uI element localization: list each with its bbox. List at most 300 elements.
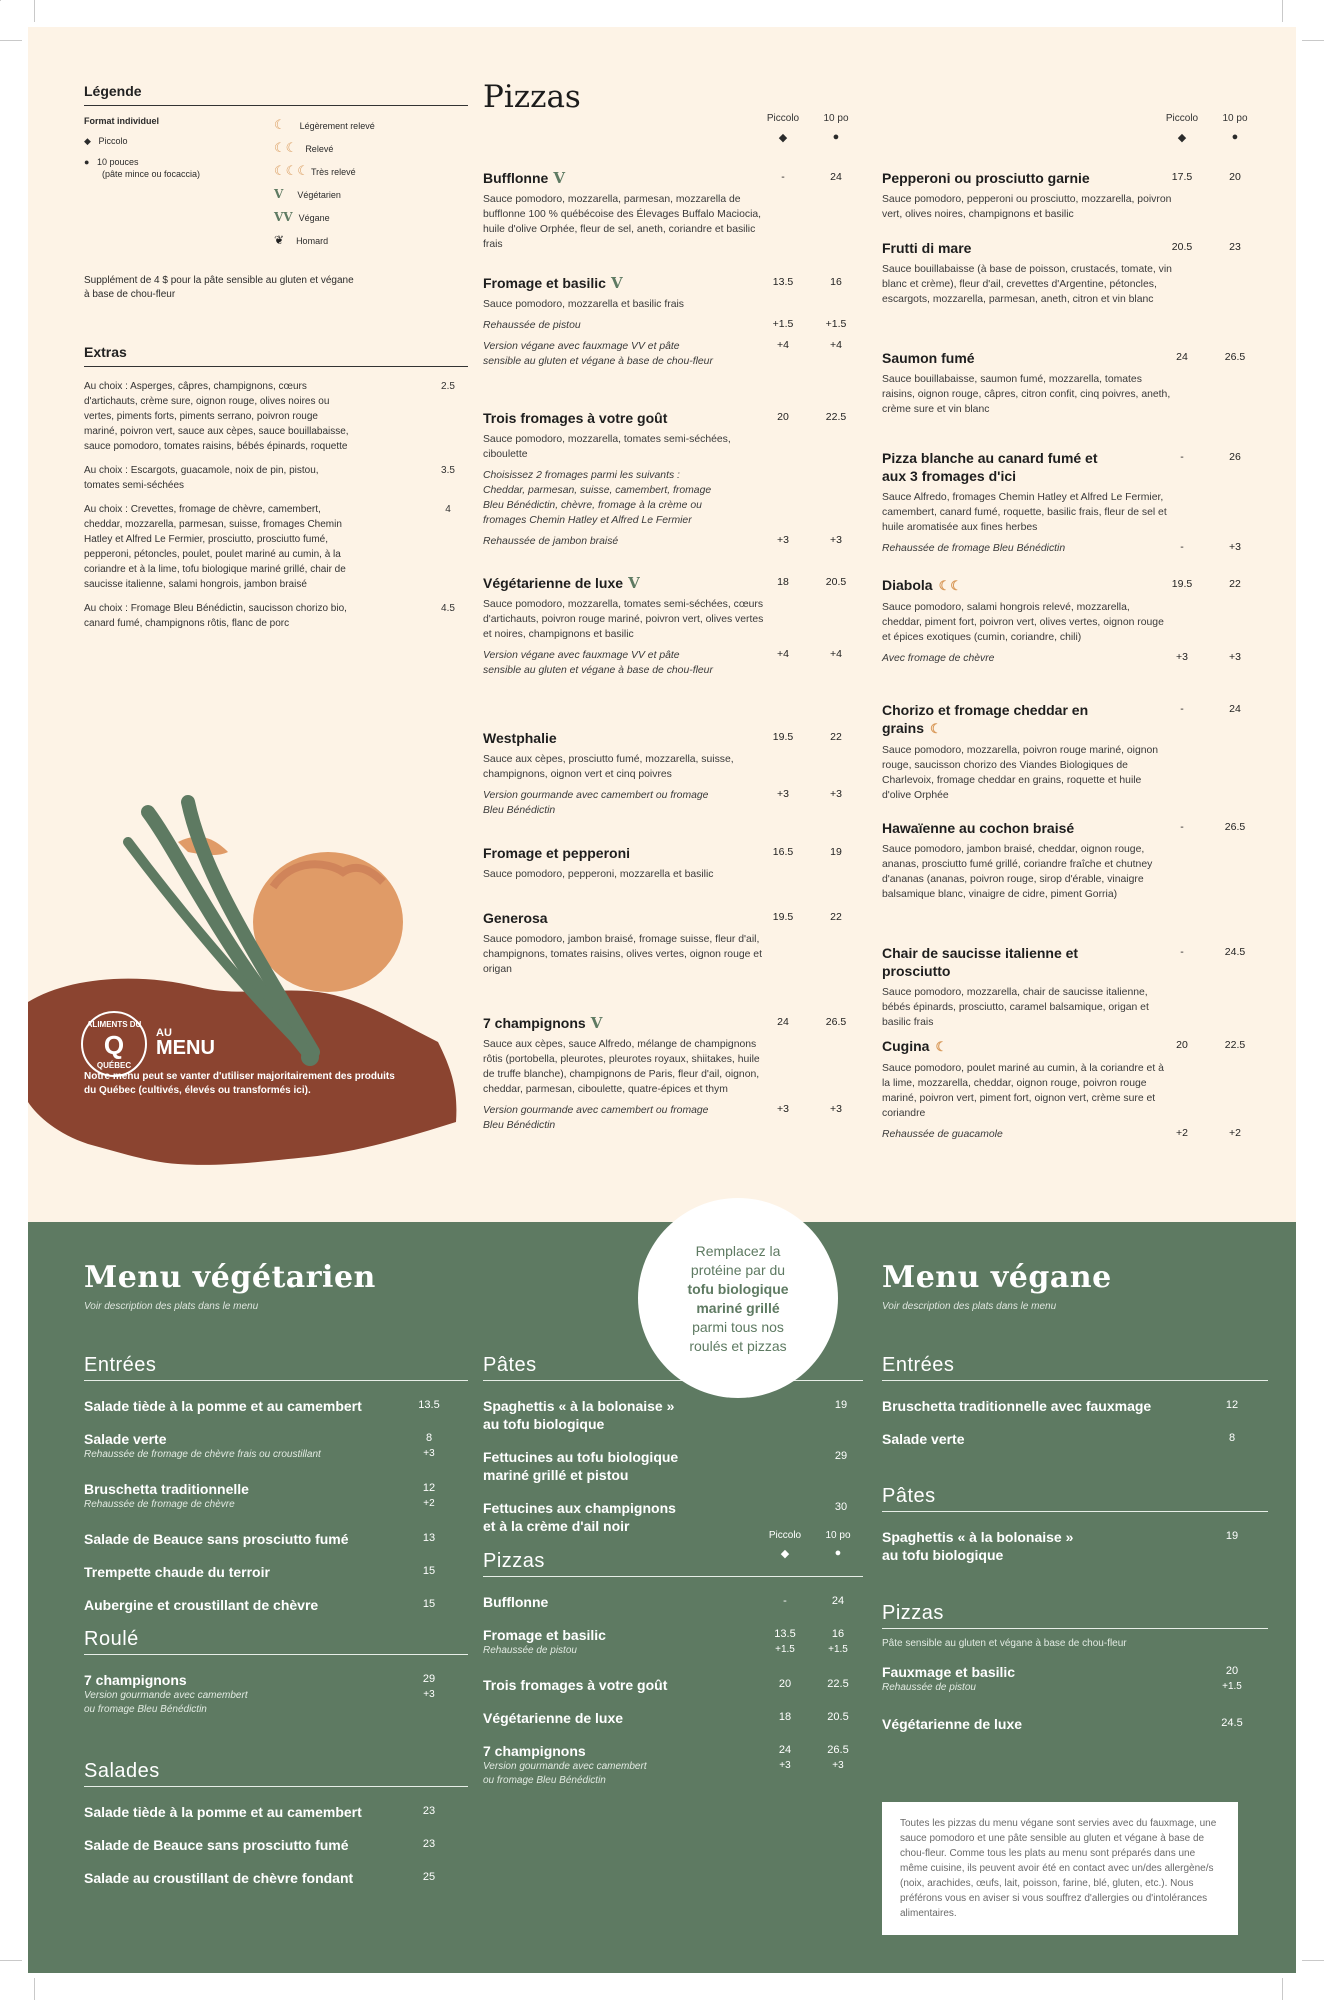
menu-item	[882, 1663, 1268, 1695]
item-price-piccolo: -	[783, 1595, 787, 1607]
extras-item	[84, 502, 468, 592]
option-price-piccolo: +1.5	[772, 318, 794, 330]
pizza-option	[483, 1103, 863, 1133]
option-price-10po: +3	[1229, 541, 1241, 553]
pizzas-title: Pizzas	[483, 79, 581, 115]
pizza-item	[882, 449, 1262, 556]
extras-price: 2.5	[441, 381, 455, 392]
vegetarian-icon: V	[610, 274, 623, 292]
pizza-name	[882, 169, 1122, 187]
option-price-10po: +4	[830, 648, 842, 660]
vegetarian-icon: V	[628, 574, 640, 592]
menu-item	[882, 1397, 1268, 1415]
extras-price: 4.5	[441, 603, 455, 614]
pizza-name	[483, 169, 723, 187]
item-note-price-piccolo: +3	[779, 1760, 791, 1771]
size-10po-header: 10 po	[823, 113, 849, 124]
item-note-line2: ou fromage Bleu Bénédictin	[84, 1704, 207, 1715]
pizza-item	[882, 701, 1262, 803]
pizza-name-text: Pepperoni ou prosciutto garnie	[882, 170, 1090, 186]
extras-list	[84, 379, 468, 631]
pizza-item	[483, 1014, 863, 1133]
price-piccolo: 20.5	[1171, 241, 1193, 253]
pizza-description: Sauce pomodoro, pepperoni ou prosciutto, mozzarella, poivron vert, olives noires, champignons et basilic	[882, 194, 1172, 220]
item-price: 12	[422, 1482, 436, 1494]
item-name-line2: mariné grillé et pistou	[483, 1467, 629, 1483]
pizza-name-text: Trois fromages à votre goût	[483, 410, 668, 426]
diamond-icon: ◆	[780, 1548, 790, 1560]
menu-item	[882, 1528, 1268, 1564]
pizza-name-text: Chorizo et fromage cheddar en grains	[882, 702, 1089, 736]
pizza-item	[882, 944, 1262, 1030]
option-price-10po: +4	[830, 339, 842, 351]
item-name: Bruschetta traditionnelle avec fauxmage	[882, 1398, 1152, 1414]
extras-item	[84, 601, 468, 631]
item-note: Rehaussée de pistou	[483, 1645, 577, 1656]
badge-au: AU	[156, 1027, 172, 1039]
pizza-name	[882, 701, 1122, 738]
pizza-description: Sauce pomodoro, mozzarella, tomates semi-séchées, cœurs d'artichauts, poivron rouge mariné, poivron vert, olives vertes et noires, champignons et basilic	[483, 599, 764, 640]
menu-item	[84, 1397, 468, 1415]
item-price: 15	[422, 1598, 436, 1610]
top-section	[28, 27, 1296, 1222]
item-note: Version gourmande avec camembert	[483, 1761, 647, 1772]
menu-item	[882, 1430, 1268, 1448]
pizza-name	[483, 409, 723, 427]
menu-item	[483, 1676, 863, 1694]
diamond-icon: ◆	[778, 132, 788, 144]
item-price: 19	[1225, 1530, 1239, 1542]
item-note-price: +3	[423, 1448, 435, 1459]
veg-salades-title: Salades	[84, 1760, 160, 1782]
item-name-line2: au tofu biologique	[882, 1547, 1004, 1563]
price-10po: 26	[1229, 451, 1241, 463]
vegan-subtitle: Voir description des plats dans le menu	[882, 1301, 1057, 1312]
pizza-option-text: Choisissez 2 fromages parmi les suivants : Cheddar, parmesan, suisse, camembert, fromage Bleu Bénédictin, chèvre, fromage à la crème ou fromages Chemin Hatley et Alfred Le Fermier	[483, 470, 712, 526]
veg-pates	[483, 1354, 863, 1551]
size-10po-header: 10 po	[1222, 113, 1248, 124]
pizza-description: Sauce aux cèpes, prosciutto fumé, mozzarella, suisse, champignons, oignon vert et cinq poivres	[483, 754, 734, 780]
pizza-option	[483, 339, 863, 369]
svg-text:QUÉBEC: QUÉBEC	[96, 1061, 132, 1070]
menu-item	[84, 1563, 468, 1581]
veg-pates-title: Pâtes	[483, 1354, 537, 1376]
pizza-name	[882, 819, 1122, 837]
price-piccolo: 16.5	[772, 846, 794, 858]
pizza-item	[483, 574, 863, 678]
pizza-option	[882, 651, 1262, 666]
menu-item	[84, 1836, 468, 1854]
mild-heat-icon: ☾	[930, 721, 942, 736]
pizza-name	[882, 239, 1122, 257]
pizza-description: Sauce bouillabaisse (à base de poisson, crustacés, tomate, vin blanc et crème), fleur d'ail, crevettes d'Argentine, pétoncles, escargots, mozzarella, parmesan, aneth, citron et vin blanc	[882, 264, 1172, 305]
option-price-piccolo: +4	[777, 339, 789, 351]
extras-text: Au choix : Asperges, câpres, champignons, cœurs d'artichauts, crème sure, oignon rouge, olives noires ou vertes, piments forts, piments serrano, poivron rouge mariné, poivron vert, sauce aux cèpes, sauce bouillabaisse, sauce pomodoro, tomates raisins, bébés épinards, roquette	[84, 381, 349, 452]
item-name: Salade verte	[882, 1431, 965, 1447]
vegan-pizzas-title: Pizzas	[882, 1602, 944, 1624]
pizza-item	[483, 409, 863, 549]
vegetarian-icon: V	[590, 1014, 603, 1032]
item-name: 7 champignons	[483, 1743, 586, 1759]
price-10po: 22.5	[825, 411, 847, 423]
price-piccolo: -	[1180, 821, 1184, 833]
menu-item	[84, 1430, 468, 1462]
legend	[84, 83, 468, 302]
item-price: 15	[422, 1565, 436, 1577]
price-10po: 22	[830, 731, 842, 743]
mild-heat-icon: ☾	[274, 117, 286, 132]
item-price-10po: 26.5	[827, 1744, 849, 1756]
option-price-piccolo: -	[1180, 541, 1184, 553]
pizza-item	[882, 239, 1262, 307]
price-10po: 20.5	[825, 576, 847, 588]
pizza-name	[882, 1037, 1122, 1056]
pizza-item	[483, 844, 863, 882]
dot-icon: ●	[834, 1547, 842, 1559]
menu-item	[84, 1596, 468, 1614]
pizza-name-text: Diabola	[882, 577, 933, 593]
pizza-description: Sauce pomodoro, mozzarella, tomates semi-séchées, ciboulette	[483, 434, 731, 460]
pizza-description: Sauce pomodoro, salami hongrois relevé, mozzarella, cheddar, piment fort, poivron vert, olives vertes, oignon rouge et épices exotiques (cumin, coriandre, chili)	[882, 602, 1164, 643]
pizza-description: Sauce pomodoro, poulet mariné au cumin, à la coriandre et à la lime, mozzarella, cheddar, oignon rouge, poivron rouge mariné, poivron vert, piment fort, oignon vert, crème sure et coriandre	[882, 1063, 1164, 1119]
legend-title: Légende	[84, 83, 468, 106]
extras-price: 3.5	[441, 465, 455, 476]
pizza-name	[483, 1014, 723, 1032]
extras-title: Extras	[84, 344, 468, 367]
item-price: 8	[1228, 1432, 1236, 1444]
pizza-item	[882, 1037, 1262, 1142]
pizza-name	[882, 449, 1122, 485]
allergen-info-box: Toutes les pizzas du menu végane sont servies avec du fauxmage, une sauce pomodoro et une pâte sensible au gluten et végane à base de chou-fleur. Comme tous les plats au menu sont préparés dans une même cuisine, ils peuvent avoir été en contact avec un/des allergène/s (noix, arachides, œufs, lait, poisson, farine, blé, gluten, etc.). Nous préférons vous en aviser si vous souffrez d'allergies ou d'intolérances alimentaires.	[882, 1802, 1238, 1935]
option-price-10po: +3	[830, 788, 842, 800]
item-name: Bruschetta traditionnelle	[84, 1481, 249, 1497]
menu-item	[483, 1448, 863, 1484]
item-price: 30	[834, 1501, 848, 1513]
item-price: 13.5	[418, 1399, 440, 1411]
option-price-piccolo: +3	[777, 534, 789, 546]
extras-price: 4	[445, 504, 451, 515]
pizza-item	[483, 909, 863, 977]
pizzas-column-1	[483, 79, 863, 1179]
menu-item	[84, 1480, 468, 1512]
badge-note: Notre menu peut se vanter d'utiliser majoritairement des produits du Québec (cultivés, élevés ou transformés ici).	[84, 1071, 395, 1096]
menu-item	[882, 1715, 1268, 1733]
option-price-piccolo: +3	[777, 788, 789, 800]
tofu-bubble: Remplacez la protéine par du tofu biologique mariné grillé parmi tous nos roulés et pizzas	[638, 1198, 838, 1398]
item-name: Trempette chaude du terroir	[84, 1564, 270, 1580]
item-note-price: +1.5	[1222, 1681, 1242, 1692]
pizza-option-text: Rehaussée de guacamole	[882, 1129, 1003, 1140]
vegan-pates-title: Pâtes	[882, 1485, 936, 1507]
option-price-piccolo: +2	[1176, 1127, 1188, 1139]
price-piccolo: -	[1180, 451, 1184, 463]
price-piccolo: -	[781, 171, 785, 183]
item-name: Salade tiède à la pomme et au camembert	[84, 1804, 362, 1820]
item-name: Fauxmage et basilic	[882, 1664, 1016, 1680]
item-price: 12	[1225, 1399, 1239, 1411]
item-name: Spaghettis « à la bolonaise »	[483, 1398, 675, 1414]
option-price-piccolo: +4	[777, 648, 789, 660]
dot-icon: ●	[1231, 131, 1239, 143]
item-name: Salade tiède à la pomme et au camembert	[84, 1398, 362, 1414]
extras	[84, 344, 468, 640]
pizza-name-text: Végétarienne de luxe	[483, 575, 624, 591]
diamond-icon: ◆	[84, 136, 91, 146]
item-price: 23	[422, 1838, 436, 1850]
pizza-name	[483, 844, 723, 862]
pizza-name-text: Generosa	[483, 910, 548, 926]
vegan-pates	[882, 1485, 1268, 1572]
item-note-price-10po: +3	[832, 1760, 844, 1771]
option-price-10po: +3	[830, 1103, 842, 1115]
pizza-description: Sauce pomodoro, jambon braisé, cheddar, oignon rouge, ananas, prosciutto fumé grillé, coriandre fraîche et chutney d'ananas (ananas, poivron rouge, sirop d'érable, vinaigre balsamique blanc, vinaigre de cidre, piment Gorria)	[882, 844, 1153, 900]
heat-icon: ☾☾	[274, 140, 298, 155]
pizza-description: Sauce pomodoro, jambon braisé, fromage suisse, fleur d'ail, champignons, tomates raisins, olives vertes, oignon rouge et origan	[483, 934, 762, 975]
price-10po: 22.5	[1224, 1039, 1246, 1051]
item-price: 19	[834, 1399, 848, 1411]
pizza-name-text: Bufflonne	[483, 170, 549, 186]
option-price-10po: +3	[830, 534, 842, 546]
menu-item	[483, 1742, 863, 1788]
menu-page	[28, 27, 1296, 1973]
menu-item	[483, 1593, 863, 1611]
item-price: 20	[1225, 1665, 1239, 1677]
veg-pizzas	[483, 1530, 863, 1807]
extras-item	[84, 379, 468, 454]
heat-icon: ☾☾	[938, 578, 962, 593]
extras-text: Au choix : Fromage Bleu Bénédictin, saucisson chorizo bio, canard fumé, champignons rôtis, flanc de porc	[84, 603, 347, 629]
pizza-name-text: Fromage et pepperoni	[483, 845, 631, 861]
price-piccolo: -	[1180, 703, 1184, 715]
pizza-option	[882, 541, 1262, 556]
vegetarian-icon: V	[553, 169, 565, 187]
size-piccolo-header: Piccolo	[766, 113, 800, 124]
price-10po: 24	[830, 171, 842, 183]
item-name: Bufflonne	[483, 1594, 549, 1610]
price-10po: 22	[1229, 578, 1241, 590]
pizza-name-text: Saumon fumé	[882, 350, 975, 366]
svg-text:Q: Q	[103, 1030, 125, 1060]
item-price-10po: 24	[831, 1595, 845, 1607]
pizza-item	[483, 169, 863, 252]
pizza-name-text: Westphalie	[483, 730, 557, 746]
option-price-piccolo: +3	[777, 1103, 789, 1115]
pizza-item	[483, 274, 863, 369]
pizza-option	[483, 648, 863, 678]
menu-item	[84, 1803, 468, 1821]
pizza-item	[483, 729, 863, 818]
vegetarian-icon: V	[274, 187, 284, 201]
price-piccolo: 13.5	[772, 276, 794, 288]
diamond-icon: ◆	[1177, 132, 1187, 144]
veg-entrees-title: Entrées	[84, 1354, 157, 1376]
vegan-entrees	[882, 1354, 1268, 1461]
pizza-option-text: Version végane avec fauxmage VV et pâte sensible au gluten et végane à base de chou-fleur	[483, 341, 713, 367]
item-note: Rehaussée de fromage de chèvre frais ou croustillant	[84, 1449, 321, 1460]
legend-ten-inch: ● 10 pouces (pâte mince ou focaccia)	[84, 157, 201, 179]
price-10po: 23	[1229, 241, 1241, 253]
menu-item	[84, 1869, 468, 1887]
pizza-description: Sauce Alfredo, fromages Chemin Hatley et Alfred Le Fermier, camembert, canard fumé, roquette, basilic frais, fleur de sel et huile aromatisée aux fines herbes	[882, 492, 1167, 533]
legend-piccolo: ◆ Piccolo	[84, 136, 128, 146]
item-note-price: +3	[423, 1689, 435, 1700]
item-price-10po: 22.5	[827, 1678, 849, 1690]
pizza-item	[882, 169, 1262, 222]
price-10po: 20	[1229, 171, 1241, 183]
size-piccolo-header: Piccolo	[768, 1530, 802, 1541]
option-price-piccolo: +3	[1176, 651, 1188, 663]
menu-item	[483, 1499, 863, 1535]
menu-item	[483, 1626, 863, 1658]
vegetarian-subtitle: Voir description des plats dans le menu	[84, 1301, 259, 1312]
price-piccolo: 20	[777, 411, 789, 423]
menu-item	[483, 1397, 863, 1433]
item-name: Salade de Beauce sans prosciutto fumé	[84, 1837, 349, 1853]
item-price: 13	[422, 1532, 436, 1544]
price-piccolo: 17.5	[1171, 171, 1193, 183]
pizza-name	[483, 909, 723, 927]
vegan-entrees-title: Entrées	[882, 1354, 955, 1376]
item-note: Version gourmande avec camembert	[84, 1690, 248, 1701]
pizza-name-text: Pizza blanche au canard fumé et aux 3 fromages d'ici	[882, 450, 1098, 484]
item-price-piccolo: 20	[778, 1678, 792, 1690]
item-price: 25	[422, 1871, 436, 1883]
vegan-menu	[882, 1260, 1268, 1312]
item-note-price-10po: +1.5	[828, 1644, 848, 1655]
pizza-name-text: Frutti di mare	[882, 240, 972, 256]
vegan-icon: VV	[274, 210, 293, 224]
item-price-piccolo: 18	[778, 1711, 792, 1723]
item-price: 23	[422, 1805, 436, 1817]
item-name: Aubergine et croustillant de chèvre	[84, 1597, 319, 1613]
pizza-option	[483, 788, 863, 818]
gluten-supplement-note: Supplément de 4 $ pour la pâte sensible au gluten et végane à base de chou-fleur	[84, 275, 354, 300]
badge-menu: MENU	[156, 1037, 215, 1059]
price-10po: 24.5	[1224, 946, 1246, 958]
pizza-description: Sauce pomodoro, pepperoni, mozzarella et basilic	[483, 869, 714, 880]
format-label: Format individuel	[84, 116, 160, 126]
pizza-description: Sauce aux cèpes, sauce Alfredo, mélange de champignons rôtis (portobella, pleurotes, pleurotes royaux, shiitakes, huile de truffe blanche), champignons de Paris, fleur d'ail, oignon, cheddar, parmesan, ciboulette, quatre-épices et thym	[483, 1039, 760, 1095]
price-10po: 26.5	[1224, 351, 1246, 363]
menu-item	[483, 1709, 863, 1727]
option-price-10po: +1.5	[825, 318, 847, 330]
pizza-option-text: Rehaussée de pistou	[483, 320, 581, 331]
item-name: Salade de Beauce sans prosciutto fumé	[84, 1531, 349, 1547]
svg-text:ALIMENTS DU: ALIMENTS DU	[86, 1020, 142, 1029]
pizza-option	[483, 318, 863, 333]
price-10po: 16	[830, 276, 842, 288]
item-note-price: +2	[423, 1498, 435, 1509]
price-piccolo: 19.5	[1171, 578, 1193, 590]
pizza-option-text: Version végane avec fauxmage VV et pâte sensible au gluten et végane à base de chou-fleur	[483, 650, 713, 676]
size-10po-header: 10 po	[825, 1530, 851, 1541]
item-note: Rehaussée de fromage de chèvre	[84, 1499, 235, 1510]
item-name: Spaghettis « à la bolonaise »	[882, 1529, 1074, 1545]
item-price-10po: 16	[831, 1628, 845, 1640]
menu-item	[84, 1530, 468, 1548]
pizza-item	[882, 349, 1262, 417]
price-10po: 26.5	[825, 1016, 847, 1028]
item-price: 29	[834, 1450, 848, 1462]
pizza-option-text: Rehaussée de fromage Bleu Bénédictin	[882, 543, 1066, 554]
item-price: 29	[422, 1673, 436, 1685]
item-name: Fettucines aux champignons	[483, 1500, 676, 1516]
pizza-option-text: Avec fromage de chèvre	[882, 653, 995, 664]
vegan-pizzas	[882, 1602, 1268, 1741]
extras-text: Au choix : Escargots, guacamole, noix de pin, pistou, tomates semi-séchées	[84, 465, 319, 491]
item-price-10po: 20.5	[827, 1711, 849, 1723]
pizza-option	[882, 1127, 1262, 1142]
pizza-name	[882, 944, 1122, 980]
pizza-option-text: Version gourmande avec camembert ou fromage Bleu Bénédictin	[483, 790, 709, 816]
item-name: Végétarienne de luxe	[483, 1710, 624, 1726]
price-piccolo: 20	[1176, 1039, 1188, 1051]
pizza-name	[483, 574, 723, 592]
pizza-description: Sauce bouillabaisse, saumon fumé, mozzarella, tomates raisins, oignon rouge, câpres, citron confit, cinq poivres, aneth, crème sure et vin blanc	[882, 374, 1171, 415]
item-price: 8	[425, 1432, 433, 1444]
veg-entrees	[84, 1354, 468, 1621]
pizza-item	[882, 819, 1262, 902]
pizza-name-text: Fromage et basilic	[483, 275, 606, 291]
option-price-10po: +2	[1229, 1127, 1241, 1139]
vegan-title: Menu végane	[882, 1260, 1112, 1295]
price-piccolo: 24	[1176, 351, 1188, 363]
pizza-name	[483, 729, 723, 747]
pizza-description: Sauce pomodoro, mozzarella, parmesan, mozzarella de bufflonne 100 % québécoise des Élevages Buffalo Maciocia, huile d'olive Orphée, fleur de sel, aneth, coriandre et basilic frais	[483, 194, 762, 250]
pizza-name	[882, 349, 1122, 367]
pizza-description: Sauce pomodoro, mozzarella, poivron rouge mariné, oignon rouge, saucisson chorizo des Viandes Biologiques de Charlevoix, fromage cheddar en grains, roquette et huile d'olive Orphée	[882, 745, 1159, 801]
item-note-line2: ou fromage Bleu Bénédictin	[483, 1775, 606, 1786]
menu-item	[84, 1671, 468, 1717]
price-piccolo: 19.5	[772, 911, 794, 923]
pizza-name	[483, 274, 723, 292]
item-name-line2: et à la crème d'ail noir	[483, 1518, 630, 1534]
pizza-option-text: Rehaussée de jambon braisé	[483, 536, 619, 547]
pizza-name	[882, 576, 1122, 595]
item-price: 24.5	[1221, 1717, 1243, 1729]
item-name: Fettucines au tofu biologique	[483, 1449, 679, 1465]
vegetable-illustration	[28, 772, 468, 1192]
price-10po: 22	[830, 911, 842, 923]
veg-roule-title: Roulé	[84, 1628, 139, 1650]
pizzas-column-2	[882, 79, 1272, 1179]
extras-item	[84, 463, 468, 493]
item-name: Fromage et basilic	[483, 1627, 606, 1643]
item-price-piccolo: 24	[778, 1744, 792, 1756]
item-name: 7 champignons	[84, 1672, 187, 1688]
extras-text: Au choix : Crevettes, fromage de chèvre, camembert, cheddar, mozzarella, parmesan, suisse, fromages Chemin Hatley et Alfred Le Fermier, prosciutto, prosciutto fumé, pepperoni, pétoncles, poulet, poulet mariné au cumin, à la coriandre et à la lime, tofu biologique mariné grillé, chair de saucisse italienne, salami hongrois, jambon braisé	[84, 504, 346, 590]
pizza-name-text: Cugina	[882, 1038, 930, 1054]
veg-salades	[84, 1760, 468, 1907]
price-10po: 26.5	[1224, 821, 1246, 833]
dot-icon: ●	[832, 131, 840, 143]
vegetarian-menu	[84, 1260, 468, 1312]
item-name-line2: au tofu biologique	[483, 1416, 605, 1432]
pizza-name-text: Chair de saucisse italienne et prosciutto	[882, 945, 1079, 979]
price-piccolo: 24	[777, 1016, 789, 1028]
pizza-option-text: Version gourmande avec camembert ou fromage Bleu Bénédictin	[483, 1105, 709, 1131]
price-piccolo: -	[1180, 946, 1184, 958]
vegan-pizzas-note: Pâte sensible au gluten et végane à base de chou-fleur	[882, 1638, 1127, 1649]
pizza-name-text: 7 champignons	[483, 1015, 586, 1031]
pizza-name-text: Hawaïenne au cochon braisé	[882, 820, 1075, 836]
price-piccolo: 18	[777, 576, 789, 588]
price-10po: 24	[1229, 703, 1241, 715]
option-price-10po: +3	[1229, 651, 1241, 663]
veg-roule	[84, 1628, 468, 1735]
vegetarian-title: Menu végétarien	[84, 1260, 376, 1295]
item-note: Rehaussée de pistou	[882, 1682, 976, 1693]
